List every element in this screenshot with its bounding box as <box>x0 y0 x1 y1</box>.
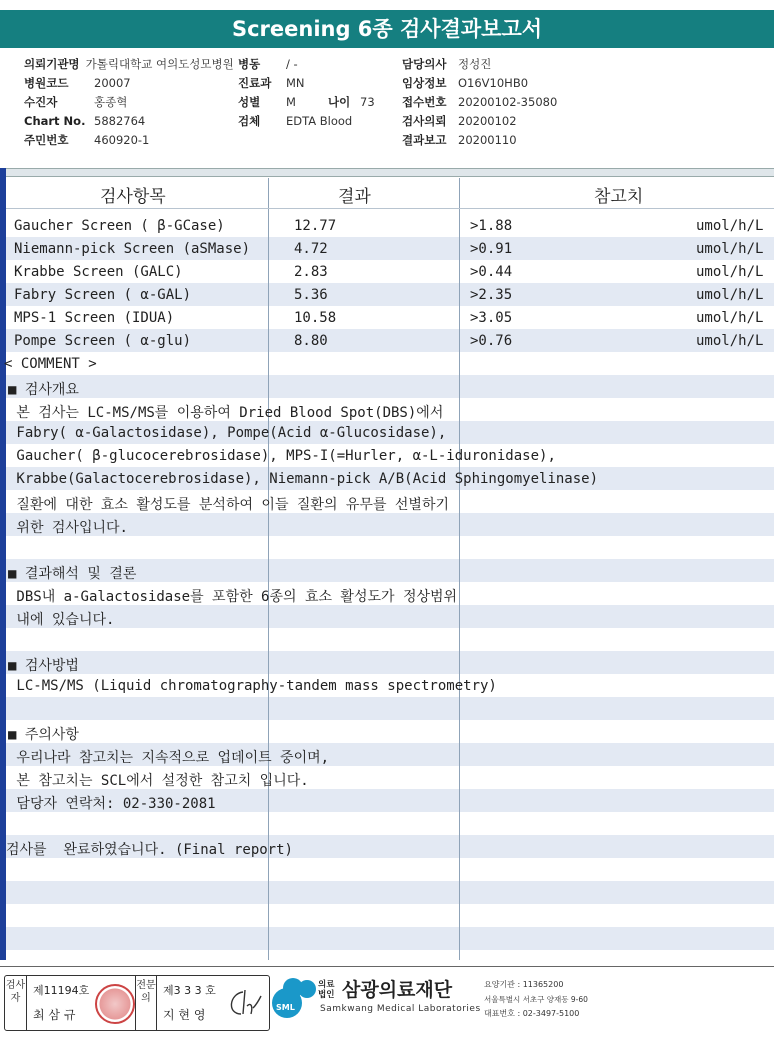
header-value: M <box>286 95 296 109</box>
stripe-row <box>6 927 774 950</box>
unit: umol/h/L <box>696 218 764 234</box>
test-result: 4.72 <box>294 241 328 257</box>
footer-divider <box>0 966 774 967</box>
report-title: Screening 6종 검사결과보고서 <box>0 10 774 48</box>
stripe-row <box>6 881 774 904</box>
comment-heading: < COMMENT > <box>4 356 97 372</box>
header-label: 검체 <box>238 114 261 128</box>
comment-line: DBS내 a-Galactosidase를 포함한 6종의 효소 활성도가 정상범위 <box>8 589 458 605</box>
header-label: 접수번호 <box>402 95 447 109</box>
comment-line: 우리나라 참고치는 지속적으로 업데이트 중이며, <box>8 750 330 766</box>
specialist-license-no: 제3 3 3 호 <box>163 984 216 997</box>
reference-value: >0.76 <box>470 333 513 349</box>
signature-box <box>4 975 270 1031</box>
header-label: 수진자 <box>24 95 58 109</box>
unit: umol/h/L <box>696 264 764 280</box>
unit: umol/h/L <box>696 241 764 257</box>
header-label: 나이 <box>328 95 351 109</box>
unit: umol/h/L <box>696 310 764 326</box>
column-divider <box>459 178 460 960</box>
test-name: Niemann-pick Screen (aSMase) <box>14 241 251 257</box>
header-label: 담당의사 <box>402 57 447 71</box>
test-name: Krabbe Screen (GALC) <box>14 264 183 280</box>
comment-line: 질환에 대한 효소 활성도를 분석하여 이들 질환의 유무를 선별하기 <box>8 497 450 513</box>
header-left-column <box>24 55 234 150</box>
header-value: 5882764 <box>94 114 146 128</box>
specialist-name: 지 현 영 <box>163 1008 206 1022</box>
org-english-name: Samkwang Medical Laboratories <box>320 1004 481 1014</box>
comment-line: 위한 검사입니다. <box>8 520 128 536</box>
header-label: 결과보고 <box>402 133 447 147</box>
header-value: 20200102 <box>458 114 517 128</box>
stripe-row <box>6 904 774 927</box>
header-value: 20200110 <box>458 133 517 147</box>
stripe-row <box>6 812 774 835</box>
header-separator <box>0 168 774 177</box>
header-label: 진료과 <box>238 76 272 90</box>
header-value: 460920-1 <box>94 133 150 147</box>
header-value: 홍종혁 <box>94 95 128 109</box>
test-result: 10.58 <box>294 310 337 326</box>
test-name: Gaucher Screen ( β-GCase) <box>14 218 225 234</box>
header-middle-column <box>238 55 375 131</box>
section-heading: ■ 검사방법 <box>8 658 79 674</box>
test-result: 8.80 <box>294 333 328 349</box>
examiner-name: 최 삼 규 <box>33 1008 76 1022</box>
reference-value: >0.91 <box>470 241 513 257</box>
examiner-seal <box>95 984 135 1024</box>
comment-line: Fabry( α-Galactosidase), Pompe(Acid α-Glucosidase), <box>8 425 447 441</box>
header-value: EDTA Blood <box>286 114 353 128</box>
examiner-license-no: 제11194호 <box>33 984 90 997</box>
comment-line: LC-MS/MS (Liquid chromatography-tandem mass spectrometry) <box>8 678 497 694</box>
unit: umol/h/L <box>696 287 764 303</box>
test-result: 12.77 <box>294 218 337 234</box>
header-label: Chart No. <box>24 114 86 128</box>
header-label: 임상정보 <box>402 76 447 90</box>
header-label: 주민번호 <box>24 133 69 147</box>
header-value: 정성진 <box>458 57 492 71</box>
comment-line: 본 검사는 LC-MS/MS를 이용하여 Dried Blood Spot(DBS)에서 <box>8 405 444 421</box>
test-name: MPS-1 Screen (IDUA) <box>14 310 175 326</box>
stripe-row <box>6 628 774 651</box>
header-label: 검사의뢰 <box>402 114 447 128</box>
unit: umol/h/L <box>696 333 764 349</box>
header-value: / - <box>286 57 298 71</box>
column-header-item: 검사항목 <box>100 187 166 207</box>
header-underline <box>6 208 774 209</box>
comment-line: 본 참고치는 SCL에서 설정한 참고치 입니다. <box>8 773 309 789</box>
org-info-code: 요양기관 : 11365200 <box>484 980 564 989</box>
header-right-column <box>402 55 557 150</box>
header-value: 20200102-35080 <box>458 95 558 109</box>
header-value: MN <box>286 76 305 90</box>
reference-value: >3.05 <box>470 310 513 326</box>
reference-value: >0.44 <box>470 264 513 280</box>
stripe-row <box>6 651 774 674</box>
column-header-reference: 참고치 <box>594 187 644 207</box>
header-label: 성별 <box>238 95 261 109</box>
test-result: 5.36 <box>294 287 328 303</box>
comment-line: Krabbe(Galactocerebrosidase), Niemann-pick A/B(Acid Sphingomyelinase) <box>8 471 599 487</box>
org-prefix: 의료법인 <box>318 980 335 1000</box>
column-header-result: 결과 <box>338 187 371 207</box>
stripe-row <box>6 352 774 375</box>
header-value: 73 <box>360 95 375 109</box>
test-name: Fabry Screen ( α-GAL) <box>14 287 192 303</box>
org-info-address: 서울특별시 서초구 양재동 9-60 <box>484 995 588 1004</box>
reference-value: >1.88 <box>470 218 513 234</box>
test-result: 2.83 <box>294 264 328 280</box>
reference-value: >2.35 <box>470 287 513 303</box>
header-value: 가톨릭대학교 여의도성모병원 <box>85 57 234 71</box>
specialist-label: 전문의 <box>135 976 157 1030</box>
final-report-line: 검사를 완료하였습니다. (Final report) <box>6 842 293 858</box>
examiner-label: 검사자 <box>5 976 27 1030</box>
comment-line: 내에 있습니다. <box>8 612 115 628</box>
header-value: O16V10HB0 <box>458 76 529 90</box>
logo-mark-small <box>298 980 316 998</box>
section-heading: ■ 결과해석 및 결론 <box>8 566 137 582</box>
comment-line: Gaucher( β-glucocerebrosidase), MPS-I(=Hurler, α-L-iduronidase), <box>8 448 556 464</box>
stripe-row <box>6 697 774 720</box>
comment-line: 담당자 연락처: 02-330-2081 <box>8 796 216 812</box>
stripe-row <box>6 375 774 398</box>
stripe-row <box>6 858 774 881</box>
header-label: 의뢰기관명 <box>24 57 80 71</box>
section-heading: ■ 주의사항 <box>8 727 79 743</box>
header-label: 병원코드 <box>24 76 69 90</box>
header-value: 20007 <box>94 76 131 90</box>
stripe-row <box>6 605 774 628</box>
stripe-row <box>6 536 774 559</box>
test-name: Pompe Screen ( α-glu) <box>14 333 192 349</box>
header-label: 병동 <box>238 57 261 71</box>
org-name: 삼광의료재단 <box>342 979 453 1001</box>
section-heading: ■ 검사개요 <box>8 382 79 398</box>
logo-text: SML <box>276 1003 295 1012</box>
stripe-row <box>6 720 774 743</box>
org-info-phone: 대표번호 : 02-3497-5100 <box>484 1009 580 1018</box>
specialist-signature <box>223 984 263 1022</box>
